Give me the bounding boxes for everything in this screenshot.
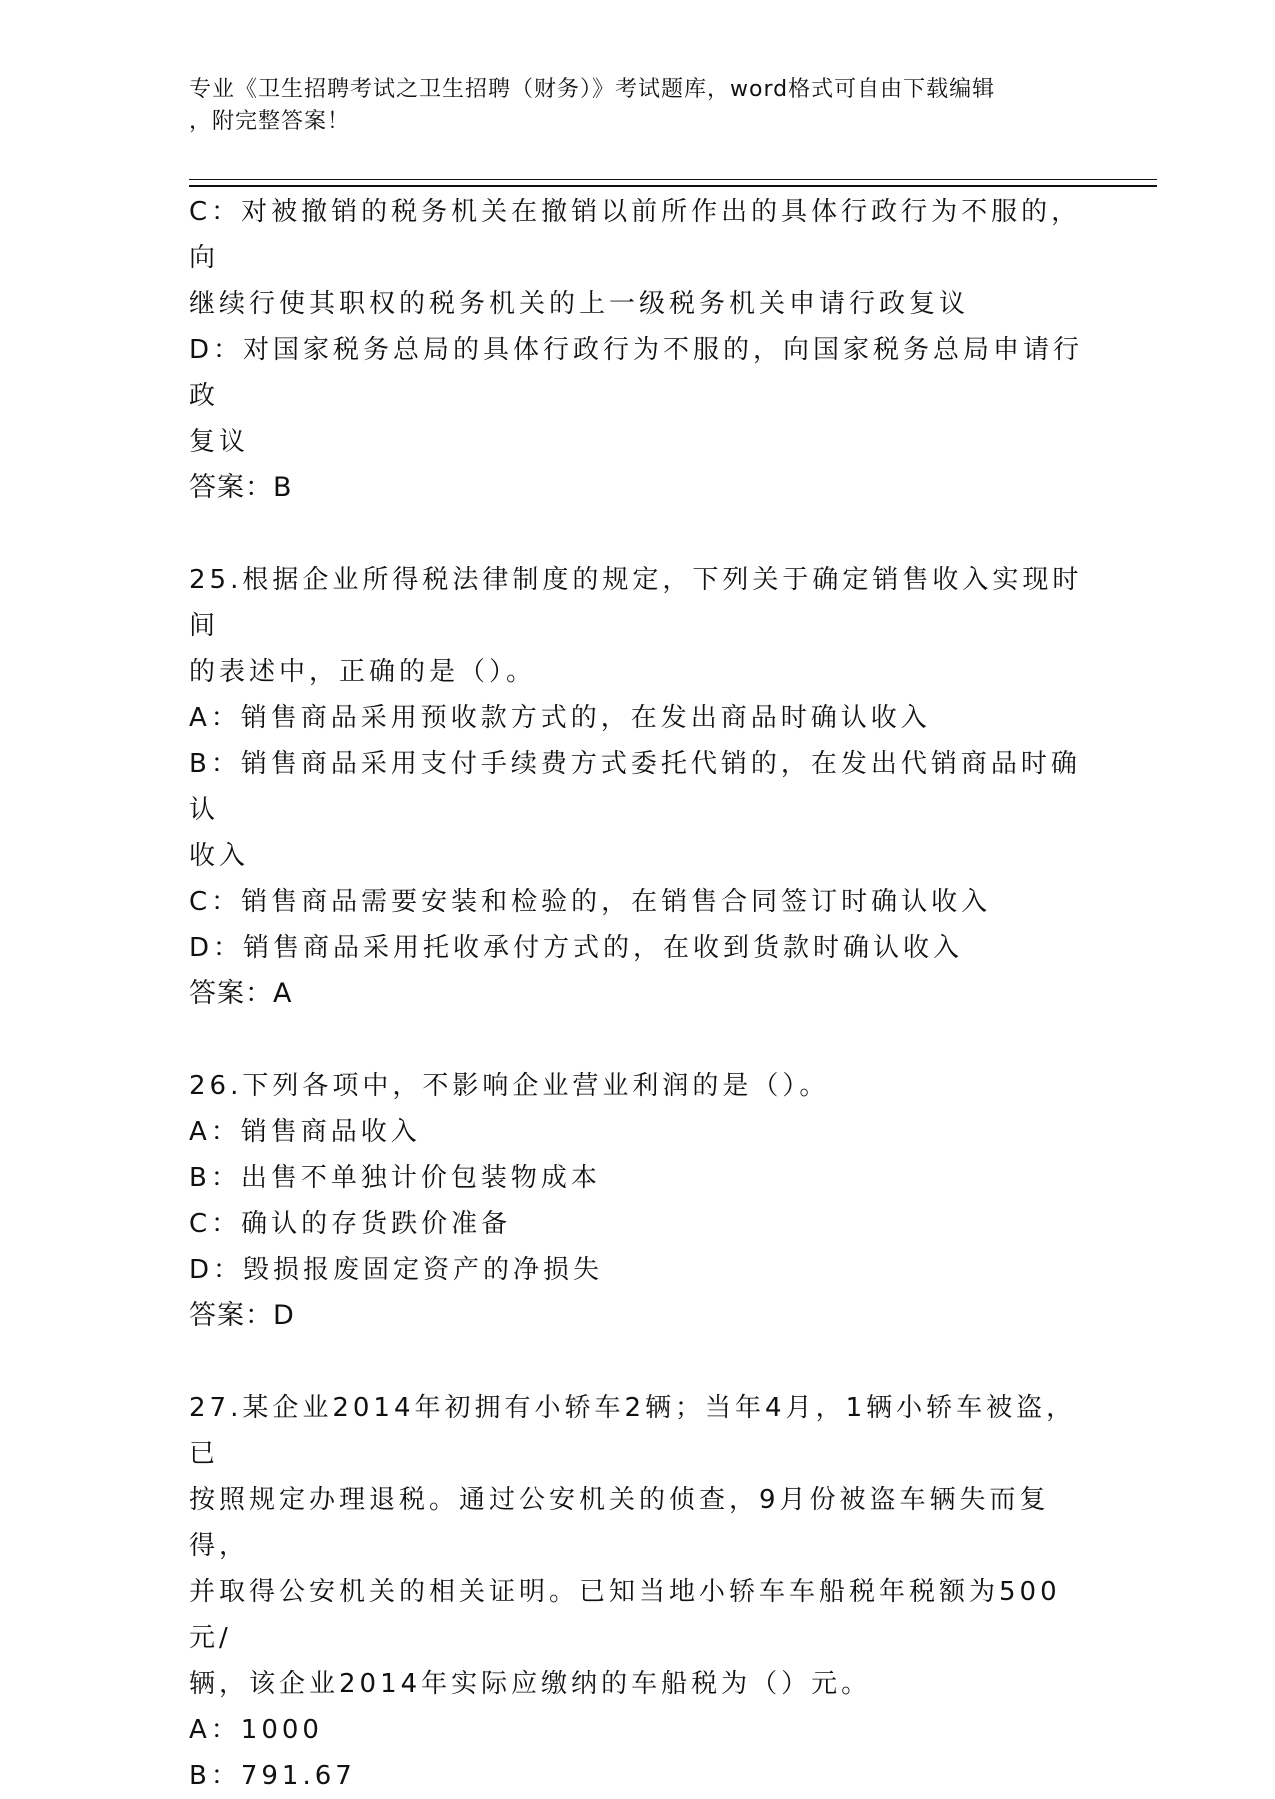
- option-d: D：销售商品采用托收承付方式的，在收到货款时确认收入: [189, 933, 964, 963]
- option-c: C：销售商品需要安装和检验的，在销售合同签订时确认收入: [189, 887, 992, 917]
- question-27: [189, 1385, 1089, 1799]
- answer-line: 答案：D: [189, 1300, 295, 1331]
- option-c-line-2: 继续行使其职权的税务机关的上一级税务机关申请行政复议: [189, 289, 970, 319]
- question-stem-line-2: 按照规定办理退税。通过公安机关的侦查，9月份被盗车辆失而复得，: [189, 1485, 1050, 1561]
- question-stem-line-4: 辆，该企业2014年实际应缴纳的车船税为（）元。: [189, 1669, 872, 1699]
- document-header: [189, 74, 1089, 138]
- option-a: A：1000: [189, 1715, 323, 1745]
- option-b-line-2: 收入: [189, 841, 250, 871]
- question-26: [189, 1063, 1089, 1339]
- option-b-line-1: B：销售商品采用支付手续费方式委托代销的，在发出代销商品时确认: [189, 749, 1081, 825]
- answer-line: 答案：A: [189, 978, 293, 1009]
- question-stem-line-2: 的表述中，正确的是（）。: [189, 657, 537, 687]
- option-b: B：出售不单独计价包装物成本: [189, 1163, 601, 1193]
- header-divider-thin: [189, 179, 1157, 180]
- header-title-line-2: ，附完整答案！: [189, 109, 351, 134]
- option-d-line-1: D：对国家税务总局的具体行政行为不服的，向国家税务总局申请行政: [189, 335, 1084, 411]
- question-24-continued: [189, 189, 1089, 511]
- answer-line: 答案：B: [189, 472, 293, 503]
- question-25: [189, 557, 1089, 1017]
- option-c-line-1: C：对被撤销的税务机关在撤销以前所作出的具体行政行为不服的，向: [189, 197, 1082, 273]
- question-stem-line-1: 27.某企业2014年初拥有小轿车2辆；当年4月，1辆小轿车被盗，已: [189, 1393, 1077, 1469]
- header-title-line-1: 专业《卫生招聘考试之卫生招聘（财务）》考试题库，word格式可自由下载编辑: [189, 77, 996, 102]
- document-body: [189, 189, 1089, 1799]
- option-a: A：销售商品采用预收款方式的，在发出商品时确认收入: [189, 703, 931, 733]
- option-c: C：确认的存货跌价准备: [189, 1209, 512, 1239]
- option-a: A：销售商品收入: [189, 1117, 421, 1147]
- question-stem-line-3: 并取得公安机关的相关证明。已知当地小轿车车船税年税额为500元/: [189, 1577, 1061, 1653]
- header-divider-thick: [189, 185, 1157, 187]
- question-stem-line-1: 25.根据企业所得税法律制度的规定，下列关于确定销售收入实现时间: [189, 565, 1083, 641]
- option-d: D：毁损报废固定资产的净损失: [189, 1255, 604, 1285]
- option-d-line-2: 复议: [189, 427, 250, 457]
- question-stem-line-1: 26.下列各项中，不影响企业营业利润的是（）。: [189, 1071, 830, 1101]
- option-b: B：791.67: [189, 1761, 356, 1791]
